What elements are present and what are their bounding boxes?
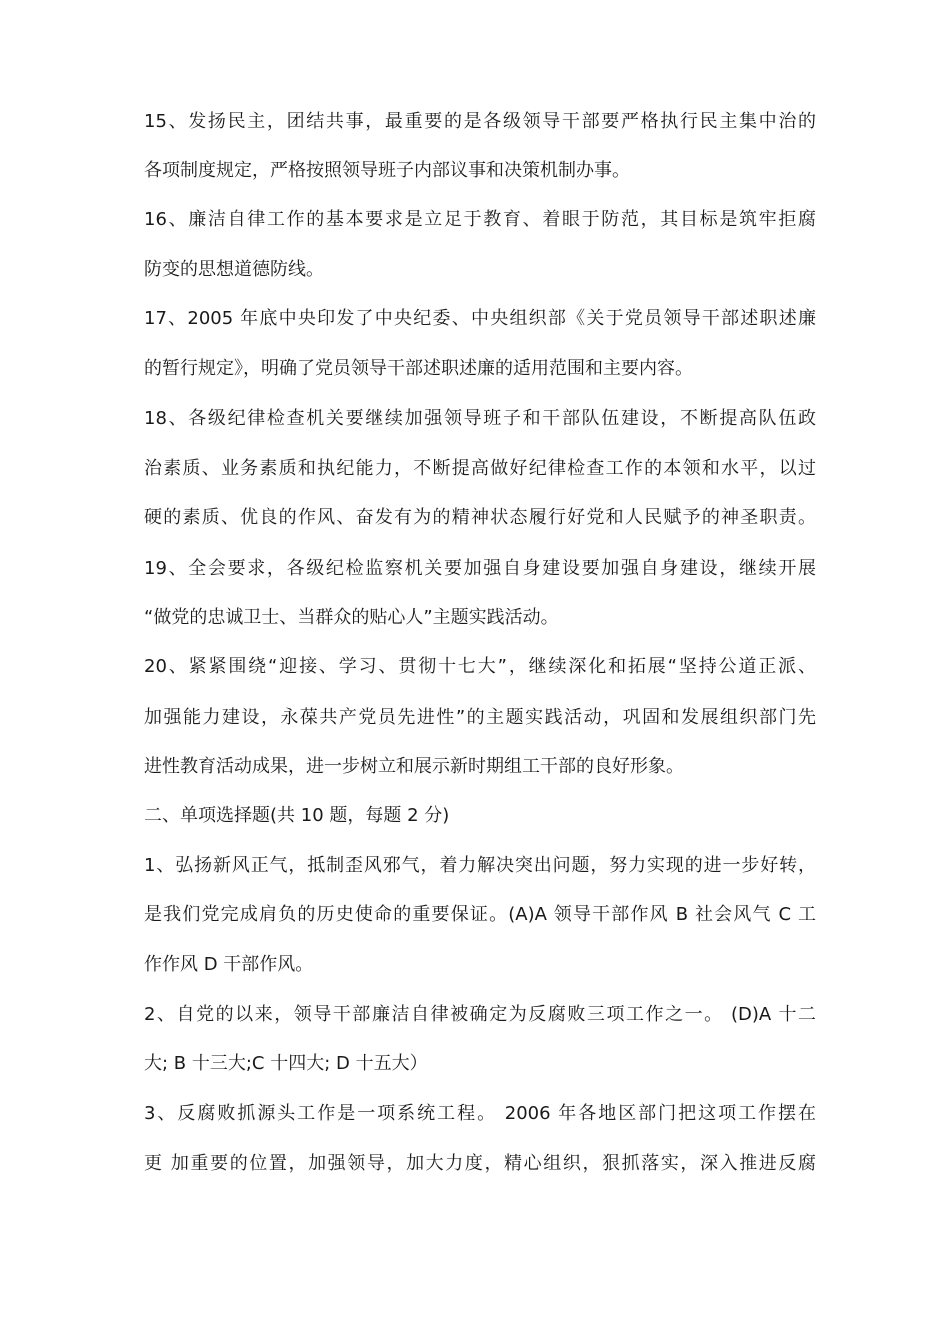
item-18-line-2: 治素质、业务素质和执纪能力，不断提高做好纪律检查工作的本领和水平，以过 — [144, 458, 816, 479]
item-20-line-1: 20、紧紧围绕“迎接、学习、贯彻十七大”，继续深化和拓展“坚持公道正派、 — [144, 656, 816, 677]
section-heading: 二、单项选择题(共 10 题，每题 2 分) — [144, 805, 450, 826]
item-16-line-2: 防变的思想道德防线。 — [144, 259, 324, 280]
item-18-line-3: 硬的素质、优良的作风、奋发有为的精神状态履行好党和人民赋予的神圣职责。 — [144, 507, 816, 528]
item-16-line-1: 16、廉洁自律工作的基本要求是立足于教育、着眼于防范，其目标是筑牢拒腐 — [144, 209, 816, 230]
item-19-line-2: “做党的忠诚卫士、当群众的贴心人”主题实践活动。 — [144, 607, 559, 628]
mc-1-line-2: 是我们党完成肩负的历史使命的重要保证。(A)A 领导干部作风 B 社会风气 C 工 — [144, 904, 816, 925]
item-19-line-1: 19、全会要求，各级纪检监察机关要加强自身建设要加强自身建设，继续开展 — [144, 558, 816, 579]
item-20-line-3: 进性教育活动成果，进一步树立和展示新时期组工干部的良好形象。 — [144, 756, 684, 777]
mc-3-line-2: 更 加重要的位置，加强领导，加大力度，精心组织，狠抓落实，深入推进反腐 — [144, 1153, 816, 1174]
item-20-line-2: 加强能力建设，永葆共产党员先进性”的主题实践活动，巩固和发展组织部门先 — [144, 707, 816, 728]
mc-1-line-3: 作作风 D 干部作风。 — [144, 954, 314, 975]
mc-2-line-1: 2、自党的以来，领导干部廉洁自律被确定为反腐败三项工作之一。 (D)A 十二 — [144, 1004, 816, 1025]
item-15-line-2: 各项制度规定，严格按照领导班子内部议事和决策机制办事。 — [144, 160, 630, 181]
mc-1-line-1: 1、弘扬新风正气，抵制歪风邪气，着力解决突出问题，努力实现的进一步好转， — [144, 855, 816, 876]
item-18-line-1: 18、各级纪律检查机关要继续加强领导班子和干部队伍建设，不断提高队伍政 — [144, 408, 816, 429]
item-17-line-1: 17、2005 年底中央印发了中央纪委、中央组织部《关于党员领导干部述职述廉 — [144, 308, 816, 329]
mc-2-line-2: 大; B 十三大;C 十四大; D 十五大） — [144, 1053, 428, 1074]
mc-3-line-1: 3、反腐败抓源头工作是一项系统工程。 2006 年各地区部门把这项工作摆在 — [144, 1103, 816, 1124]
item-15-line-1: 15、发扬民主，团结共事，最重要的是各级领导干部要严格执行民主集中治的 — [144, 111, 816, 132]
item-17-line-2: 的暂行规定》，明确了党员领导干部述职述廉的适用范围和主要内容。 — [144, 358, 693, 379]
